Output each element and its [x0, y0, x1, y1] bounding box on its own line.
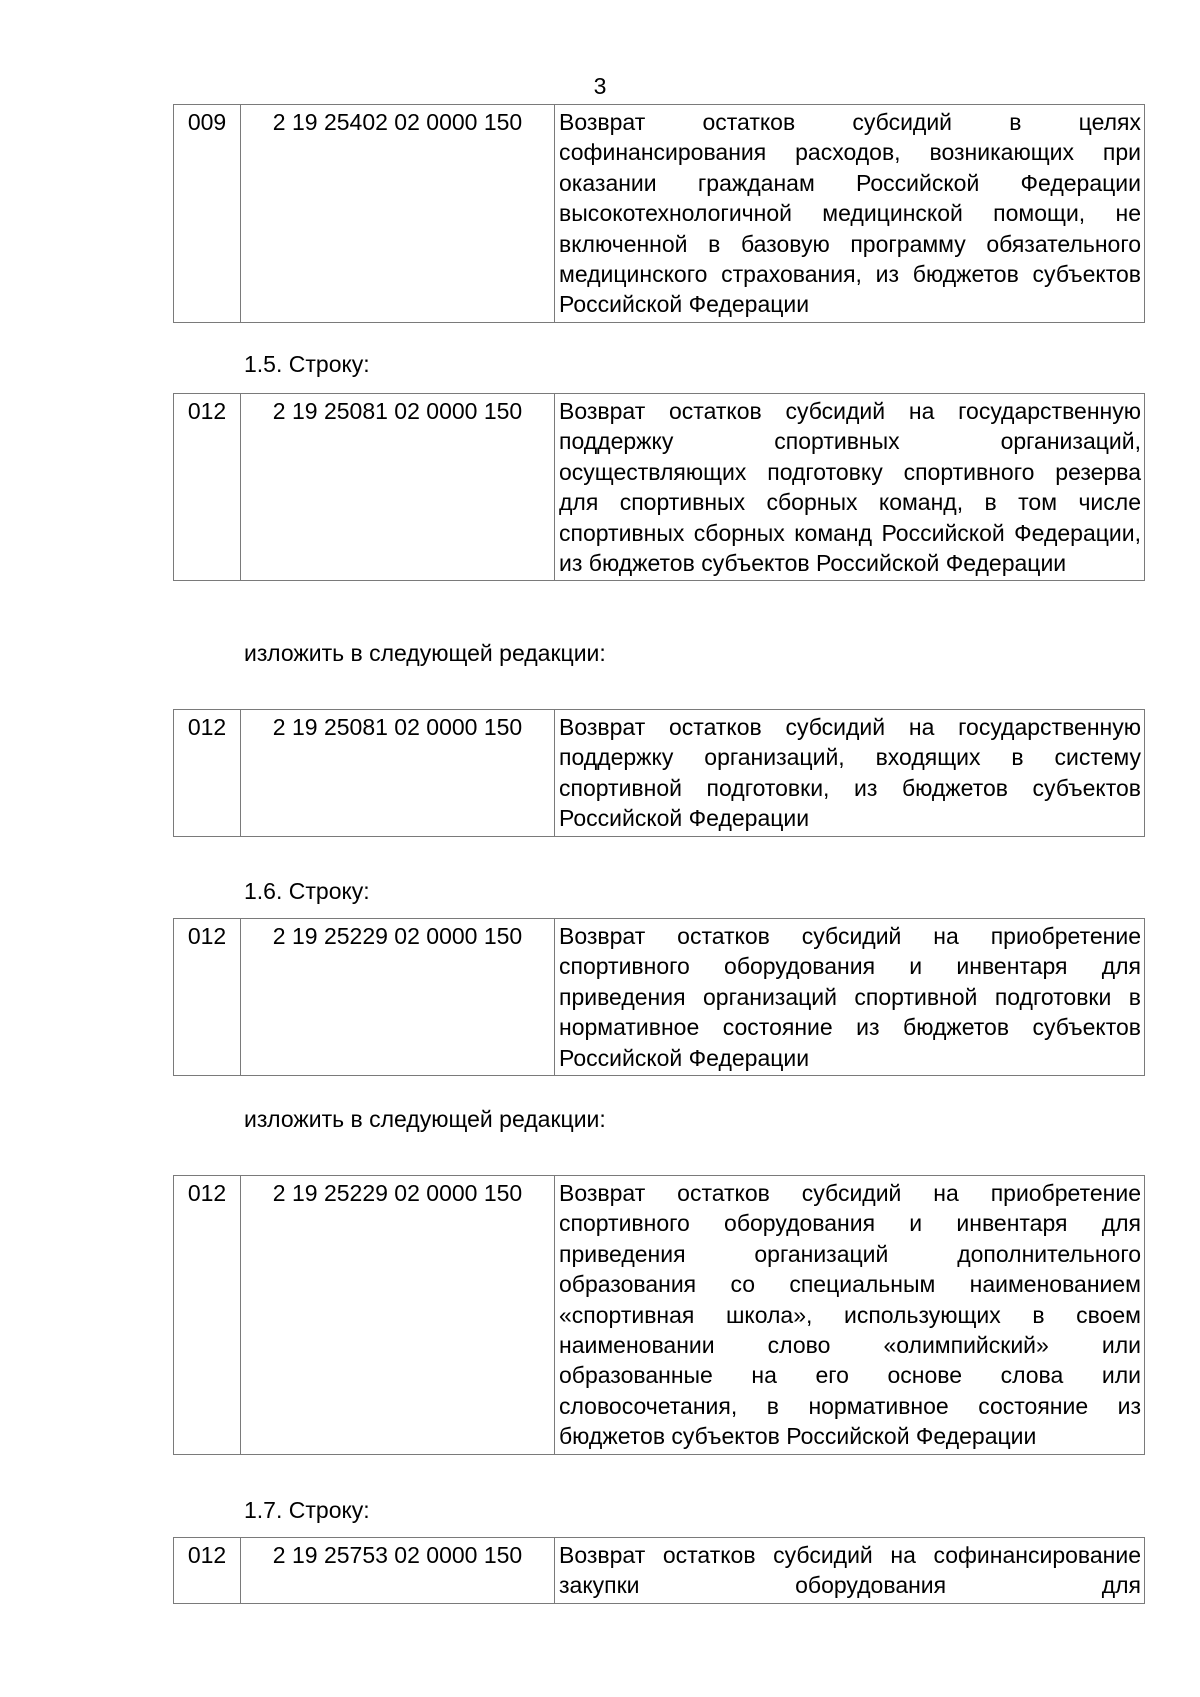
- section-heading: 1.6. Строку:: [244, 878, 370, 904]
- description-cell: Возврат остатков субсидий в целях софинансирования расходов, возникающих при оказании гражданам Российской Федерации высокотехнологичной медицинской помощи, не включенной в базовую программу обязательного медицинского страхования, из бюджетов субъектов Российской Федерации: [555, 105, 1145, 323]
- budget-row-table: [173, 104, 1145, 323]
- admin-code-cell: 012: [174, 919, 241, 1076]
- kbk-code-cell: 2 19 25081 02 0000 150: [241, 710, 555, 837]
- kbk-code-cell: 2 19 25402 02 0000 150: [241, 105, 555, 323]
- table-row: [174, 105, 1145, 323]
- instruction-text: изложить в следующей редакции:: [244, 1106, 606, 1132]
- admin-code-cell: 012: [174, 1538, 241, 1604]
- section-heading: 1.5. Строку:: [244, 351, 370, 377]
- budget-row-table: [173, 709, 1145, 837]
- description-cell: Возврат остатков субсидий на приобретение спортивного оборудования и инвентаря для приведения организаций спортивной подготовки в нормативное состояние из бюджетов субъектов Российской Федерации: [555, 919, 1145, 1076]
- table-row: [174, 1538, 1145, 1604]
- budget-row-table: [173, 393, 1145, 581]
- table-row: [174, 394, 1145, 581]
- description-cell: Возврат остатков субсидий на государственную поддержку спортивных организаций, осуществляющих подготовку спортивного резерва для спортивных сборных команд, в том числе спортивных сборных команд Российской Федерации, из бюджетов субъектов Российской Федерации: [555, 394, 1145, 581]
- instruction-text: изложить в следующей редакции:: [244, 640, 606, 666]
- description-cell: Возврат остатков субсидий на приобретение спортивного оборудования и инвентаря для приведения организаций дополнительного образования со специальным наименованием «спортивная школа», использующих в своем наименовании слово «олимпийский» или образованные на его основе слова или словосочетания, в нормативное состояние из бюджетов субъектов Российской Федерации: [555, 1176, 1145, 1455]
- page-number: 3: [593, 73, 607, 99]
- section-heading: 1.7. Строку:: [244, 1497, 370, 1523]
- budget-row-table: [173, 1175, 1145, 1455]
- budget-row-table: [173, 918, 1145, 1076]
- kbk-code-cell: 2 19 25753 02 0000 150: [241, 1538, 555, 1604]
- kbk-code-cell: 2 19 25229 02 0000 150: [241, 919, 555, 1076]
- budget-row-table: [173, 1537, 1145, 1604]
- kbk-code-cell: 2 19 25229 02 0000 150: [241, 1176, 555, 1455]
- admin-code-cell: 009: [174, 105, 241, 323]
- description-cell: Возврат остатков субсидий на софинансирование закупки оборудования для: [555, 1538, 1145, 1604]
- admin-code-cell: 012: [174, 1176, 241, 1455]
- admin-code-cell: 012: [174, 394, 241, 581]
- table-row: [174, 919, 1145, 1076]
- kbk-code-cell: 2 19 25081 02 0000 150: [241, 394, 555, 581]
- admin-code-cell: 012: [174, 710, 241, 837]
- description-cell: Возврат остатков субсидий на государственную поддержку организаций, входящих в систему спортивной подготовки, из бюджетов субъектов Российской Федерации: [555, 710, 1145, 837]
- table-row: [174, 710, 1145, 837]
- table-row: [174, 1176, 1145, 1455]
